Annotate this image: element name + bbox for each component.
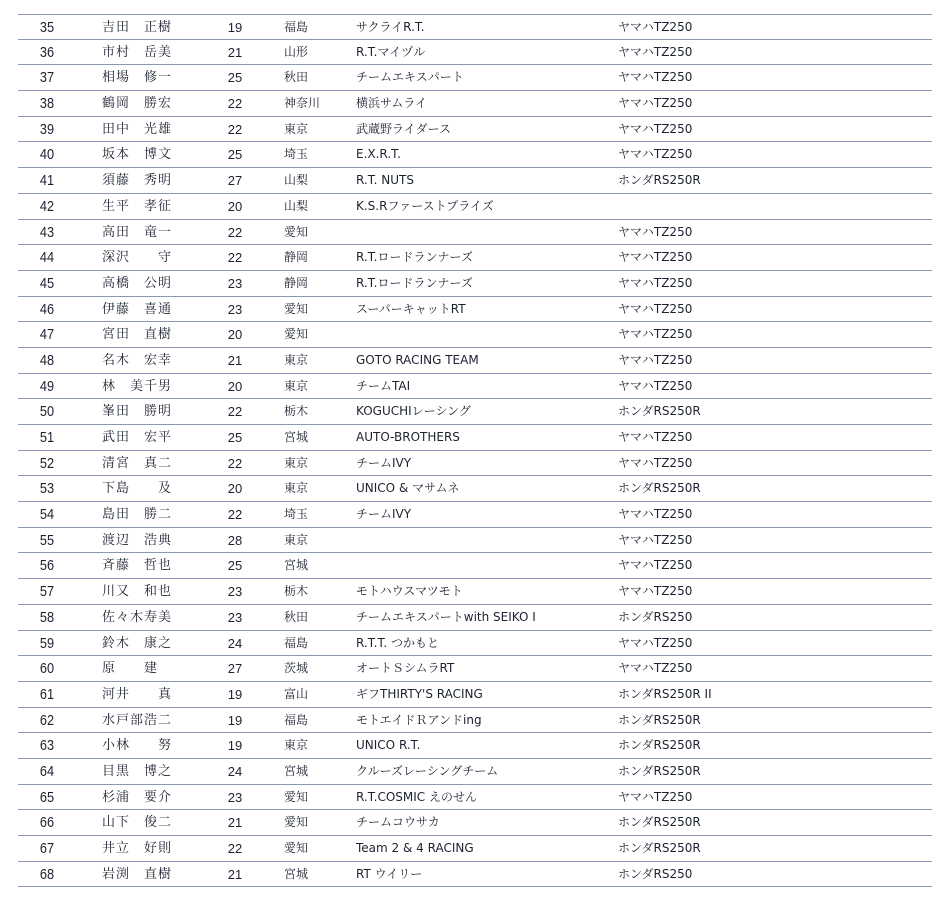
rider-age: 20 bbox=[227, 481, 243, 497]
entry-number: 63 bbox=[39, 737, 55, 755]
team-name bbox=[356, 220, 606, 245]
machine-name: ホンダRS250R bbox=[618, 763, 701, 778]
entry-number: 51 bbox=[39, 429, 55, 446]
rider-name: 目黒 博之 bbox=[102, 763, 173, 779]
table-row bbox=[18, 476, 932, 502]
machine-name: ヤマハTZ250 bbox=[618, 558, 693, 573]
prefecture: 福島 bbox=[284, 712, 309, 727]
prefecture: 宮城 bbox=[284, 430, 309, 444]
rider-age: 20 bbox=[227, 327, 243, 343]
rider-age: 22 bbox=[227, 841, 243, 856]
table-row bbox=[18, 656, 932, 682]
rider-name: 市村 岳美 bbox=[102, 44, 173, 60]
machine-name: ヤマハTZ250 bbox=[618, 250, 693, 265]
prefecture: 東京 bbox=[284, 481, 309, 496]
team-name: クルーズレーシングチーム bbox=[356, 763, 499, 778]
rider-name: 渡辺 浩典 bbox=[102, 532, 173, 548]
rider-name: 山下 俊二 bbox=[102, 815, 173, 831]
table-row bbox=[18, 502, 932, 528]
prefecture: 秋田 bbox=[284, 70, 309, 85]
machine-name: ホンダRS250 bbox=[618, 866, 693, 881]
table-row bbox=[18, 374, 932, 400]
team-name: GOTO RACING TEAM bbox=[356, 352, 479, 367]
machine-name: ヤマハTZ250 bbox=[618, 532, 693, 547]
machine-name: ホンダRS250 bbox=[618, 609, 693, 624]
prefecture: 福島 bbox=[284, 635, 309, 650]
prefecture: 静岡 bbox=[284, 250, 309, 265]
table-row bbox=[18, 220, 932, 246]
team-name: AUTO-BROTHERS bbox=[356, 430, 460, 444]
rider-age: 22 bbox=[227, 404, 243, 420]
rider-age: 22 bbox=[227, 507, 243, 523]
rider-name: 下島 及 bbox=[102, 481, 173, 497]
rider-name: 伊藤 喜通 bbox=[102, 301, 173, 317]
team-name: R.T.ロードランナーズ bbox=[356, 250, 473, 265]
table-row bbox=[18, 682, 932, 708]
machine-name: ヤマハTZ250 bbox=[618, 301, 693, 316]
rider-name: 吉田 正樹 bbox=[102, 20, 173, 35]
team-name: オートＳシムラRT bbox=[356, 661, 455, 676]
entry-number: 49 bbox=[39, 377, 55, 395]
table-row bbox=[18, 117, 932, 143]
machine-name: ヤマハTZ250 bbox=[618, 275, 693, 290]
team-name: チームエキスパート bbox=[356, 70, 464, 85]
table-row bbox=[18, 245, 932, 271]
rider-age: 25 bbox=[227, 70, 243, 86]
machine-name: ホンダRS250R bbox=[618, 712, 701, 727]
rider-age: 24 bbox=[227, 635, 243, 651]
prefecture: 栃木 bbox=[284, 584, 309, 599]
rider-name: 名木 宏幸 bbox=[102, 352, 173, 368]
rider-name: 田中 光雄 bbox=[102, 121, 173, 137]
rider-age: 22 bbox=[227, 250, 243, 266]
entry-number: 41 bbox=[39, 172, 55, 190]
rider-age: 23 bbox=[227, 584, 243, 600]
entry-number: 62 bbox=[39, 711, 55, 729]
rider-age: 27 bbox=[227, 661, 243, 677]
table-row bbox=[18, 862, 932, 888]
entry-number: 60 bbox=[39, 660, 55, 678]
rider-name: 杉浦 要介 bbox=[102, 789, 173, 805]
rider-name: 峯田 勝明 bbox=[102, 404, 173, 420]
team-name: チームエキスパートwith SEIKO I bbox=[356, 609, 536, 624]
team-name: スーパーキャットRT bbox=[356, 301, 466, 316]
table-row bbox=[18, 836, 932, 862]
rider-name: 坂本 博文 bbox=[102, 147, 173, 163]
table-row bbox=[18, 194, 932, 220]
rider-name: 佐々木寿美 bbox=[102, 609, 173, 625]
team-name: ギフTHIRTY'S RACING bbox=[356, 686, 483, 701]
entry-number: 52 bbox=[39, 454, 55, 472]
prefecture: 東京 bbox=[284, 352, 309, 367]
entry-number: 64 bbox=[39, 762, 55, 780]
table-row bbox=[18, 40, 932, 66]
rider-age: 25 bbox=[227, 430, 243, 445]
team-name: チームIVY bbox=[356, 507, 412, 522]
table-row bbox=[18, 425, 932, 451]
machine-name: ヤマハTZ250 bbox=[618, 661, 693, 676]
machine-name: ヤマハTZ250 bbox=[618, 789, 693, 804]
team-name: R.T.マイヅル bbox=[356, 44, 426, 59]
prefecture: 静岡 bbox=[284, 275, 309, 290]
entry-number: 67 bbox=[39, 840, 55, 857]
prefecture: 東京 bbox=[284, 121, 309, 136]
machine-name: ホンダRS250R II bbox=[618, 686, 712, 701]
team-name: 武蔵野ライダース bbox=[356, 121, 452, 136]
rider-age: 21 bbox=[227, 352, 243, 368]
team-name: E.X.R.T. bbox=[356, 147, 401, 162]
rider-age: 22 bbox=[227, 455, 243, 471]
rider-name: 深沢 守 bbox=[102, 250, 173, 266]
prefecture: 栃木 bbox=[284, 404, 309, 419]
rider-name: 高田 竜一 bbox=[102, 224, 173, 240]
entry-list-table bbox=[18, 14, 932, 887]
prefecture: 埼玉 bbox=[284, 147, 309, 162]
entry-number: 37 bbox=[39, 69, 55, 87]
machine-name: ヤマハTZ250 bbox=[618, 96, 693, 111]
team-name: RT ウイリー bbox=[356, 866, 423, 881]
machine-name: ヤマハTZ250 bbox=[618, 430, 693, 444]
rider-name: 岩渕 直樹 bbox=[102, 866, 173, 882]
rider-name: 須藤 秀明 bbox=[102, 173, 173, 189]
prefecture: 東京 bbox=[284, 738, 309, 753]
rider-name: 川又 和也 bbox=[102, 584, 173, 600]
entry-number: 45 bbox=[39, 274, 55, 292]
table-row bbox=[18, 322, 932, 348]
table-row bbox=[18, 733, 932, 759]
table-row bbox=[18, 271, 932, 297]
rider-name: 井立 好則 bbox=[102, 841, 173, 856]
entry-number: 35 bbox=[39, 19, 55, 36]
entry-number: 54 bbox=[39, 506, 55, 524]
entry-number: 53 bbox=[39, 480, 55, 498]
prefecture: 愛知 bbox=[284, 789, 309, 804]
entry-number: 50 bbox=[39, 403, 55, 421]
machine-name: ヤマハTZ250 bbox=[618, 352, 693, 367]
table-row bbox=[18, 348, 932, 374]
rider-name: 鶴岡 勝宏 bbox=[102, 96, 173, 112]
rider-name: 武田 宏平 bbox=[102, 430, 173, 445]
rider-age: 22 bbox=[227, 96, 243, 112]
rider-name: 河井 真 bbox=[102, 686, 173, 702]
rider-name: 清宮 真二 bbox=[102, 455, 173, 471]
rider-name: 原 建 bbox=[102, 661, 159, 677]
prefecture: 東京 bbox=[284, 378, 309, 393]
entry-number: 48 bbox=[39, 351, 55, 369]
table-row bbox=[18, 91, 932, 117]
prefecture: 福島 bbox=[284, 20, 309, 34]
team-name: R.T.ロードランナーズ bbox=[356, 275, 473, 290]
prefecture: 神奈川 bbox=[284, 96, 321, 111]
prefecture: 山梨 bbox=[284, 198, 309, 213]
team-name bbox=[356, 528, 606, 553]
rider-name: 小林 努 bbox=[102, 738, 173, 754]
machine-name: ヤマハTZ250 bbox=[618, 584, 693, 599]
entry-number: 44 bbox=[39, 249, 55, 267]
rider-age: 23 bbox=[227, 789, 243, 805]
prefecture: 宮城 bbox=[284, 866, 309, 881]
entry-number: 38 bbox=[39, 95, 55, 113]
team-name: チームコウサカ bbox=[356, 815, 440, 830]
entry-number: 46 bbox=[39, 300, 55, 318]
prefecture: 愛知 bbox=[284, 841, 309, 855]
prefecture: 茨城 bbox=[284, 661, 309, 676]
prefecture: 山梨 bbox=[284, 173, 309, 188]
machine-name: ヤマハTZ250 bbox=[618, 327, 693, 342]
rider-age: 22 bbox=[227, 121, 243, 137]
machine-name: ヤマハTZ250 bbox=[618, 70, 693, 85]
entry-number: 43 bbox=[39, 223, 55, 241]
rider-age: 22 bbox=[227, 224, 243, 240]
rider-age: 25 bbox=[227, 147, 243, 163]
entry-rows bbox=[18, 14, 932, 887]
prefecture: 富山 bbox=[284, 686, 309, 701]
machine-name: ヤマハTZ250 bbox=[618, 121, 693, 136]
prefecture: 宮城 bbox=[284, 558, 309, 573]
table-row bbox=[18, 65, 932, 91]
machine-name: ヤマハTZ250 bbox=[618, 224, 693, 239]
table-row bbox=[18, 579, 932, 605]
team-name: KOGUCHIレーシング bbox=[356, 404, 471, 419]
table-row bbox=[18, 631, 932, 657]
table-row bbox=[18, 810, 932, 836]
machine-name bbox=[618, 194, 818, 219]
machine-name: ヤマハTZ250 bbox=[618, 455, 693, 470]
entry-number: 47 bbox=[39, 326, 55, 344]
machine-name: ヤマハTZ250 bbox=[618, 507, 693, 522]
team-name: UNICO R.T. bbox=[356, 738, 421, 753]
entry-number: 56 bbox=[39, 557, 55, 575]
entry-number: 57 bbox=[39, 583, 55, 601]
entry-number: 42 bbox=[39, 197, 55, 215]
rider-name: 島田 勝二 bbox=[102, 507, 173, 523]
machine-name: ホンダRS250R bbox=[618, 404, 701, 419]
rider-age: 20 bbox=[227, 378, 243, 394]
entry-number: 55 bbox=[39, 531, 55, 549]
rider-name: 相場 修一 bbox=[102, 70, 173, 86]
rider-name: 宮田 直樹 bbox=[102, 327, 173, 343]
rider-name: 斉藤 哲也 bbox=[102, 558, 173, 574]
table-row bbox=[18, 451, 932, 477]
rider-name: 鈴木 康之 bbox=[102, 635, 173, 651]
rider-age: 20 bbox=[227, 198, 243, 214]
prefecture: 愛知 bbox=[284, 224, 309, 239]
entry-number: 65 bbox=[39, 788, 55, 806]
rider-age: 21 bbox=[227, 44, 243, 60]
machine-name: ホンダRS250R bbox=[618, 815, 701, 830]
machine-name: ホンダRS250R bbox=[618, 738, 701, 753]
table-row bbox=[18, 399, 932, 425]
rider-name: 水戸部浩二 bbox=[102, 712, 173, 728]
table-row bbox=[18, 553, 932, 579]
table-row bbox=[18, 708, 932, 734]
machine-name: ヤマハTZ250 bbox=[618, 378, 693, 393]
team-name: チームIVY bbox=[356, 455, 412, 470]
team-name: Team 2 & 4 RACING bbox=[356, 841, 474, 855]
entry-number: 36 bbox=[39, 43, 55, 61]
rider-age: 23 bbox=[227, 301, 243, 317]
prefecture: 埼玉 bbox=[284, 507, 309, 522]
rider-name: 生平 孝征 bbox=[102, 198, 173, 214]
table-row bbox=[18, 142, 932, 168]
rider-age: 27 bbox=[227, 173, 243, 189]
team-name: UNICO & マサムネ bbox=[356, 481, 460, 496]
prefecture: 秋田 bbox=[284, 609, 309, 624]
team-name: R.T.COSMIC えのせん bbox=[356, 789, 477, 804]
team-name: モトエイドＲアンドing bbox=[356, 712, 482, 727]
entry-number: 40 bbox=[39, 146, 55, 164]
prefecture: 東京 bbox=[284, 532, 309, 547]
team-name: チームTAI bbox=[356, 378, 411, 393]
entry-number: 59 bbox=[39, 634, 55, 652]
machine-name: ヤマハTZ250 bbox=[618, 20, 693, 34]
team-name: サクライR.T. bbox=[356, 20, 425, 34]
rider-age: 19 bbox=[227, 712, 243, 728]
entry-number: 66 bbox=[39, 814, 55, 832]
team-name: 横浜サムライ bbox=[356, 96, 428, 111]
rider-age: 23 bbox=[227, 275, 243, 291]
prefecture: 宮城 bbox=[284, 763, 309, 778]
rider-name: 高橋 公明 bbox=[102, 275, 173, 291]
table-row bbox=[18, 605, 932, 631]
rider-age: 23 bbox=[227, 609, 243, 625]
rider-age: 19 bbox=[227, 686, 243, 702]
table-row bbox=[18, 528, 932, 554]
rider-age: 19 bbox=[227, 738, 243, 754]
prefecture: 愛知 bbox=[284, 815, 309, 830]
prefecture: 愛知 bbox=[284, 327, 309, 342]
machine-name: ホンダRS250R bbox=[618, 841, 701, 855]
prefecture: 山形 bbox=[284, 44, 309, 59]
entry-number: 39 bbox=[39, 120, 55, 138]
table-row bbox=[18, 785, 932, 811]
team-name: モトハウスマツモト bbox=[356, 584, 463, 599]
team-name: R.T.T. つかもと bbox=[356, 635, 439, 650]
table-row bbox=[18, 168, 932, 194]
machine-name: ヤマハTZ250 bbox=[618, 635, 693, 650]
table-row bbox=[18, 759, 932, 785]
machine-name: ヤマハTZ250 bbox=[618, 147, 693, 162]
team-name: K.S.Rファーストプライズ bbox=[356, 198, 494, 213]
team-name bbox=[356, 322, 606, 347]
entry-number: 61 bbox=[39, 685, 55, 703]
machine-name: ホンダRS250R bbox=[618, 481, 701, 496]
rider-name: 林 美千男 bbox=[102, 378, 173, 394]
entry-number: 68 bbox=[39, 865, 55, 883]
rider-age: 25 bbox=[227, 558, 243, 574]
team-name: R.T. NUTS bbox=[356, 173, 414, 188]
rider-age: 24 bbox=[227, 763, 243, 779]
team-name bbox=[356, 553, 606, 578]
rider-age: 21 bbox=[227, 815, 243, 831]
machine-name: ヤマハTZ250 bbox=[618, 44, 693, 59]
rider-age: 19 bbox=[227, 20, 243, 35]
prefecture: 愛知 bbox=[284, 301, 309, 316]
table-row bbox=[18, 14, 932, 40]
rider-age: 28 bbox=[227, 532, 243, 548]
table-row bbox=[18, 297, 932, 323]
machine-name: ホンダRS250R bbox=[618, 173, 701, 188]
prefecture: 東京 bbox=[284, 455, 309, 470]
entry-number: 58 bbox=[39, 608, 55, 626]
rider-age: 21 bbox=[227, 866, 243, 882]
